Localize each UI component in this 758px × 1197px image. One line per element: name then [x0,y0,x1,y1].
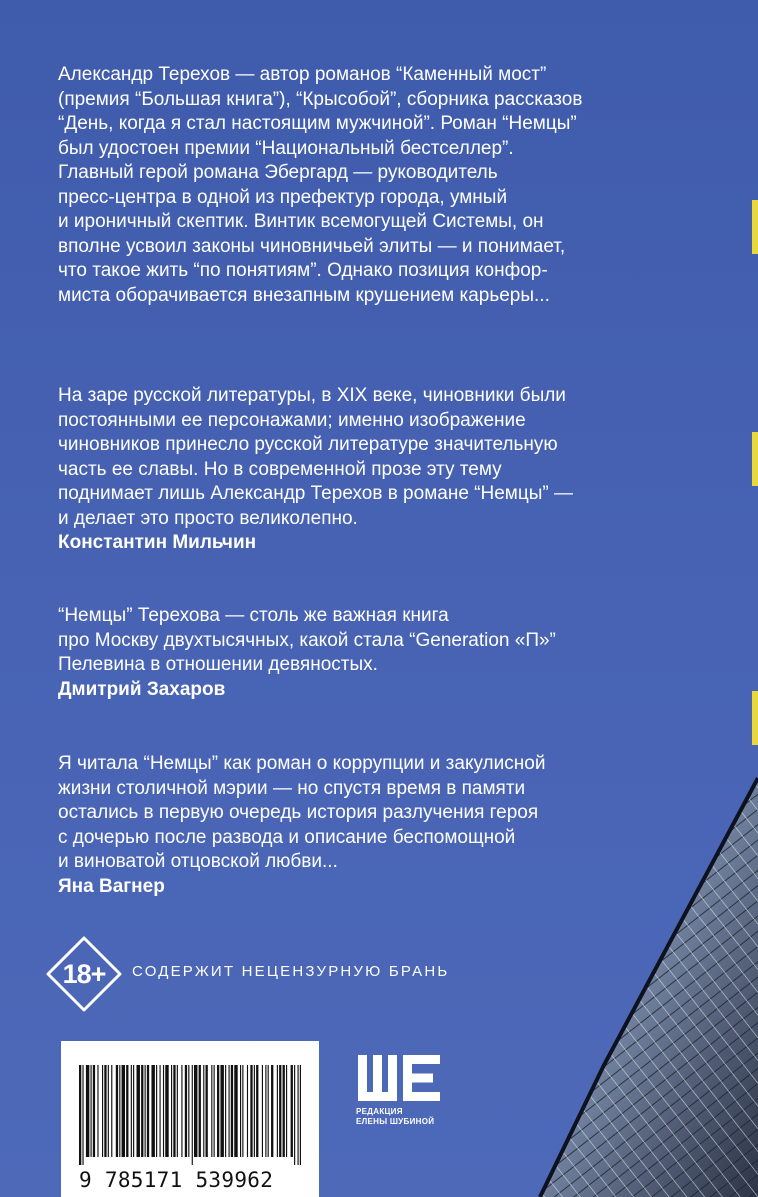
barcode-bar [151,1065,154,1157]
review-author-3: Яна Вагнер [58,876,165,897]
barcode-bar [93,1065,95,1157]
barcode-bar [242,1065,243,1157]
review-line: часть ее славы. Но в современной прозе эту тему [58,458,502,480]
barcode-bar [225,1065,226,1157]
annotation-line: “День, когда я стал настоящим мужчиной”. Роман “Немцы” [58,113,577,134]
publisher-label-line1: РЕДАКЦИЯ [356,1107,403,1116]
review-author-2: Дмитрий Захаров [58,679,226,700]
accent-mark-3 [752,691,758,745]
review-line: чиновников принесло русской литературе значительную [58,434,558,455]
annotation-line: миста оборачивается внезапным крушением карьеры... [58,284,550,306]
barcode-bar [217,1065,219,1157]
barcode-bar [173,1065,175,1157]
isbn-digits: 9 785171 539962 [79,1168,274,1192]
barcode-bar [247,1065,248,1157]
ше-monogram-logo [358,1055,440,1101]
review-line: поднимает лишь Александр Терехов в романе “Немцы” — [58,483,573,504]
barcode-bar [86,1065,89,1157]
barcode-bar [229,1065,230,1157]
age-rating-badge [46,936,122,1012]
barcode-bar [234,1065,237,1157]
barcode-bar [211,1065,212,1157]
barcode-bar [214,1065,215,1157]
barcode-bar [262,1065,263,1157]
barcode-bar [108,1065,109,1157]
review-line: На заре русской литературы, в XIX веке, чиновники были [58,385,566,406]
barcode-bar [102,1065,103,1157]
annotation-line: вполне усвоил законы чиновничьей элиты — и понимает, [58,235,566,257]
review-line: с дочерью после развода и описание беспомощной [58,826,516,848]
barcode-bar [165,1065,168,1157]
barcode-bar [203,1065,204,1157]
accent-mark-1 [752,200,758,254]
barcode-bar [254,1065,255,1157]
review-author-1: Константин Мильчин [58,532,257,553]
barcode-bar [185,1065,187,1157]
publisher-label [356,1107,434,1127]
barcode-icon [79,1065,301,1165]
barcode-bar [97,1065,98,1157]
barcode-bar [91,1065,92,1157]
age-rating-text: 18+ [62,958,106,989]
review-line: и делает это просто великолепно. [58,507,358,529]
book-annotation [58,63,698,308]
barcode-bar [145,1065,146,1157]
barcode-bar [163,1065,164,1157]
review-line: про Москву двухтысячных, какой стала “Generation «П»” [58,629,556,651]
annotation-line: был удостоен премии “Национальный бестселлер”. [58,137,514,159]
barcode-bar [104,1065,106,1157]
barcode-bar [279,1065,281,1157]
review-line: остались в первую очередь история разлучения героя [58,802,539,823]
barcode-bar [188,1065,189,1157]
publisher-label-line2: ЕЛЕНЫ ШУБИНОЙ [356,1117,435,1126]
review-line: постоянными ее персонажами; именно изображение [58,409,526,431]
accent-mark-2 [752,432,758,486]
barcode-bar [147,1065,149,1157]
barcode-bar [294,1065,295,1165]
barcode-bar [192,1065,193,1165]
annotation-line: и ироничный скептик. Винтик всемогущей Системы, он [58,211,544,232]
barcode-bar [171,1065,172,1157]
barcode-bar [286,1065,287,1157]
annotation-line: Александр Терехов — автор романов “Каменный мост” [58,64,547,85]
barcode-bar [220,1065,223,1157]
barcode-bar [271,1065,273,1157]
barcode-bar [116,1065,118,1157]
barcode-bar [119,1065,120,1157]
barcode-bar [240,1065,241,1157]
barcode-bar [250,1065,252,1157]
barcode-bar [206,1065,208,1157]
barcode-bar [137,1065,140,1157]
barcode-bar [111,1065,112,1157]
barcode-bar [277,1065,278,1157]
review-line: “Немцы” Терехова — столь же важная книга [58,605,449,626]
barcode-bar [131,1065,132,1157]
barcode-bar [181,1065,182,1157]
barcode-bar [268,1065,269,1157]
barcode-bar [122,1065,125,1157]
barcode-panel [61,1041,319,1197]
review-line: и виноватой отцовской любви... [58,851,338,872]
barcode-bar [79,1065,81,1165]
barcode-bar [194,1065,197,1157]
barcode-bar [160,1065,161,1157]
review-line: Пелевина в отношении девяностых. [58,654,378,675]
barcode-bar [265,1065,266,1157]
review-quote-3 [58,752,698,875]
annotation-line: Главный герой романа Эбергард — руководитель [58,162,498,183]
review-line: жизни столичной мэрии — но спустя время в памяти [58,777,526,799]
barcode-bar [177,1065,178,1157]
barcode-bar [231,1065,233,1157]
content-warning: СОДЕРЖИТ НЕЦЕНЗУРНУЮ БРАНЬ [132,963,450,980]
barcode-bar [256,1065,258,1157]
barcode-bar [82,1065,83,1165]
barcode-bar [199,1065,201,1157]
annotation-line: что такое жить “по понятиям”. Однако позиция конфор- [58,260,548,281]
barcode-bar [298,1065,299,1165]
review-line: Я читала “Немцы” как роман о коррупции и закулисной [58,753,546,774]
barcode-bar [300,1065,301,1165]
barcode-bar [141,1065,143,1157]
barcode-bar [133,1065,134,1157]
barcode-bar [156,1065,157,1157]
review-quote-2 [58,604,698,678]
annotation-line: (премия “Большая книга”), “Крысобой”, сборника рассказов [58,88,583,110]
barcode-bar [283,1065,285,1157]
review-quote-1 [58,384,698,531]
annotation-line: пресс-центра в одной из префектур города, умный [58,186,508,208]
barcode-bar [126,1065,128,1157]
barcode-bar [291,1065,293,1157]
